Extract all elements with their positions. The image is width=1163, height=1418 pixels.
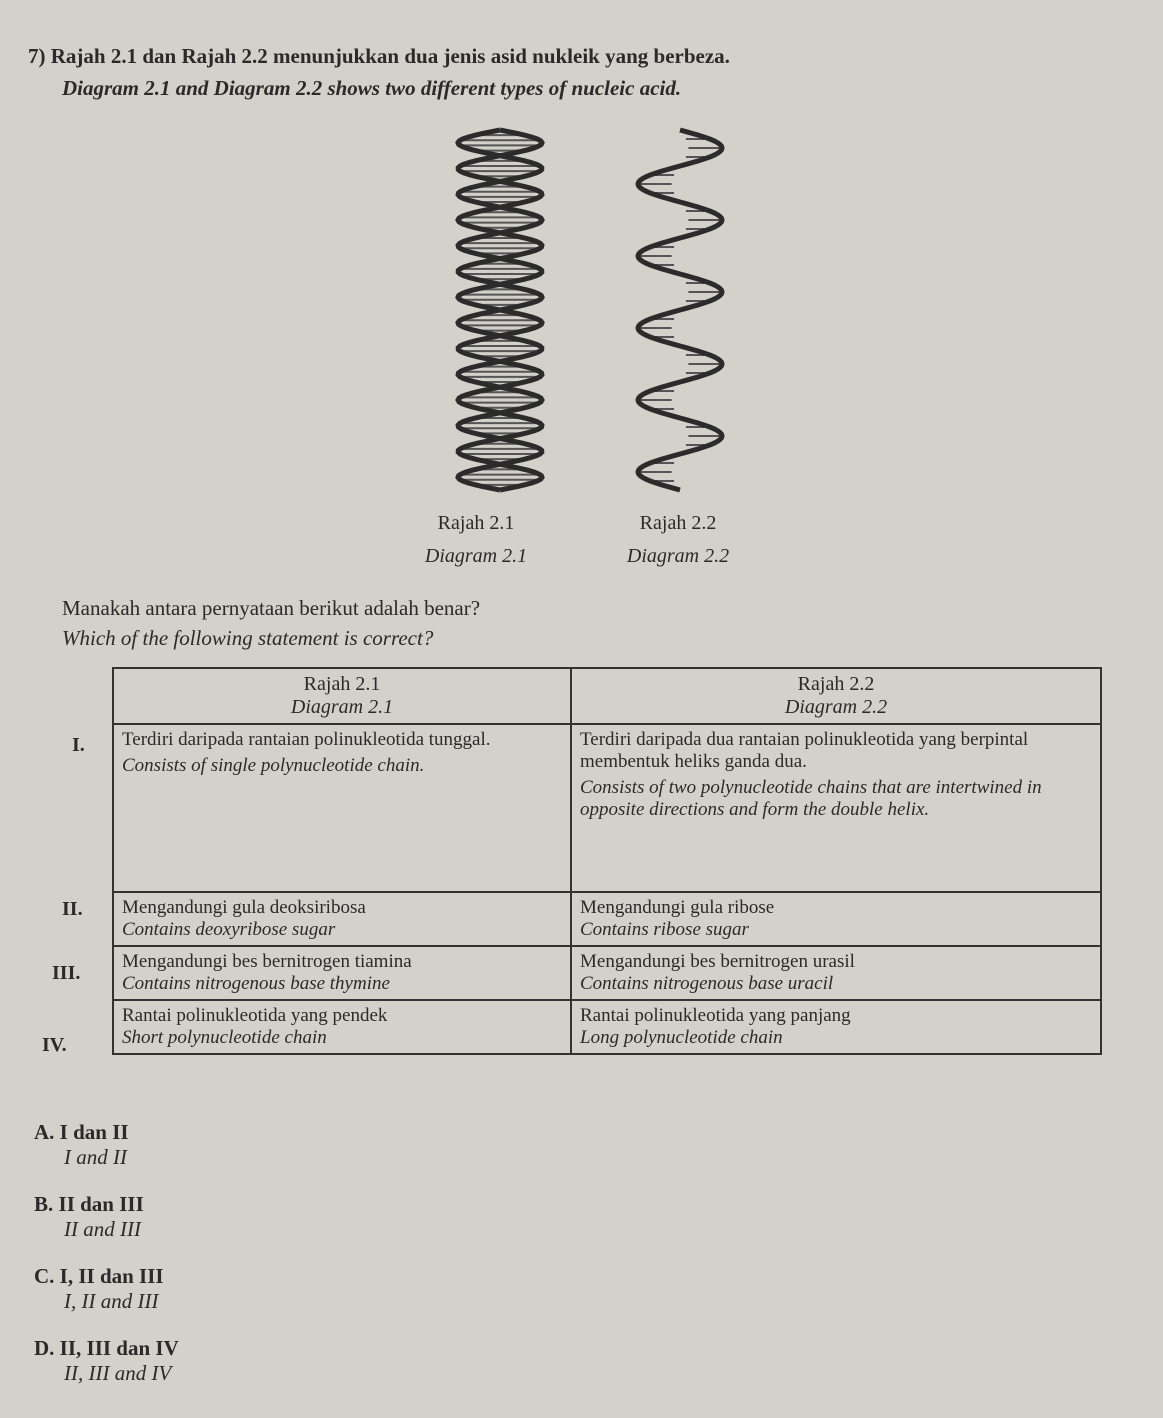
row-2-diagram-1: Mengandungi gula deoksiribosa Contains deoxyribose sugar [113, 892, 571, 946]
row-3-diagram-1: Mengandungi bes bernitrogen tiamina Contains nitrogenous base thymine [113, 946, 571, 1000]
table-row [113, 724, 1101, 892]
table-row [113, 946, 1101, 1000]
table-header-row [113, 668, 1101, 724]
row-1-diagram-2: Terdiri daripada dua rantaian polinukleotida yang berpintal membentuk heliks ganda dua. Consists of two polynucleotide chains that are intertwined in opposite directions and form the double helix. [571, 724, 1101, 892]
row-number-4: IV. [42, 1034, 67, 1056]
table-row [113, 1000, 1101, 1054]
backbone-strand-2 [458, 130, 542, 490]
row-number-3: III. [52, 962, 81, 984]
prompt-ms: Manakah antara pernyataan berikut adalah benar? [62, 596, 481, 620]
choice-b[interactable]: B. II dan III II and III [34, 1192, 144, 1241]
diagram-2-label-en: Diagram 2.2 [626, 545, 730, 567]
choice-c[interactable]: C. I, II dan III I, II and III [34, 1264, 164, 1313]
row-3-diagram-2: Mengandungi bes bernitrogen urasil Contains nitrogenous base uracil [571, 946, 1101, 1000]
question-number: 7) [28, 44, 46, 68]
prompt-en: Which of the following statement is correct? [62, 626, 434, 650]
choice-d[interactable]: D. II, III dan IV II, III and IV [34, 1336, 179, 1385]
header-diagram-2: Rajah 2.2 Diagram 2.2 [571, 668, 1101, 724]
double-helix-diagram [440, 120, 560, 500]
row-number-2: II. [62, 898, 83, 920]
row-1-diagram-1: Terdiri daripada rantaian polinukleotida tunggal. Consists of single polynucleotide chain. [113, 724, 571, 892]
table-row [113, 892, 1101, 946]
row-4-diagram-2: Rantai polinukleotida yang panjang Long polynucleotide chain [571, 1000, 1101, 1054]
row-number-1: I. [72, 734, 85, 756]
question-text-en: Diagram 2.1 and Diagram 2.2 shows two different types of nucleic acid. [62, 76, 682, 100]
diagram-2-label-ms: Rajah 2.2 [639, 512, 717, 534]
diagram-1-label-en: Diagram 2.1 [424, 545, 528, 567]
single-strand-diagram [620, 120, 740, 500]
row-4-diagram-1: Rantai polinukleotida yang pendek Short polynucleotide chain [113, 1000, 571, 1054]
diagram-1-label-ms: Rajah 2.1 [437, 512, 515, 534]
statement-table [112, 667, 1102, 1055]
question-text-ms: 7) Rajah 2.1 dan Rajah 2.2 menunjukkan dua jenis asid nukleik yang berbeza. [28, 44, 730, 68]
header-diagram-1: Rajah 2.1 Diagram 2.1 [113, 668, 571, 724]
choice-a[interactable]: A. I dan II I and II [34, 1120, 129, 1169]
row-2-diagram-2: Mengandungi gula ribose Contains ribose sugar [571, 892, 1101, 946]
